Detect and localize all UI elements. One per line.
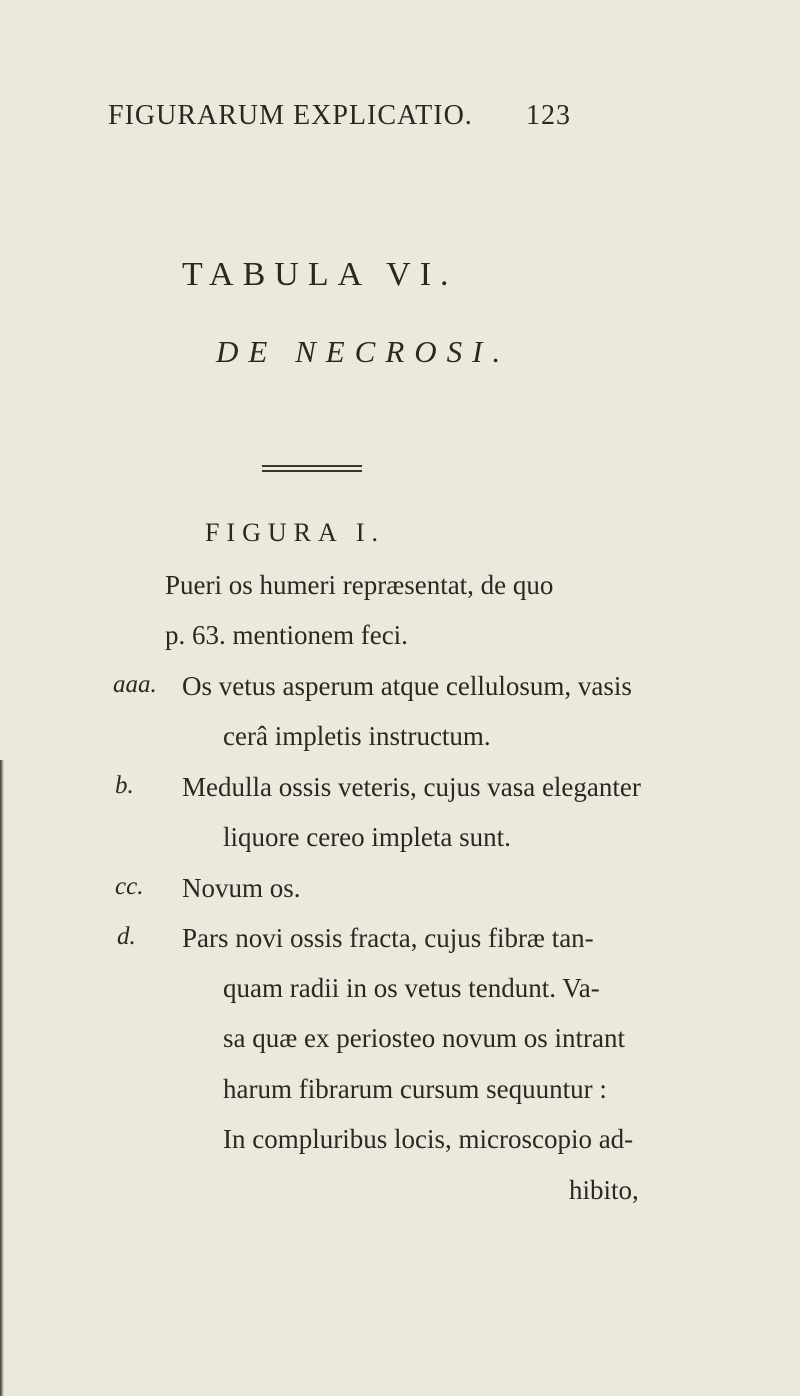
entry-key: d. (117, 923, 136, 950)
decorative-rule (262, 465, 362, 479)
entry-text: In compluribus locis, microscopio ad- (223, 1124, 634, 1154)
entry-text: Pueri os humeri repræsentat, de quo (165, 570, 554, 600)
running-head (108, 100, 668, 140)
entry-text: liquore cereo impleta sunt. (223, 822, 511, 852)
entry-text: Pars novi ossis fracta, cujus fibræ tan- (182, 923, 594, 953)
entry-text: quam radii in os vetus tendunt. Va- (223, 973, 600, 1003)
page-edge-shadow (0, 760, 4, 1396)
figure-heading: FIGURA I. (205, 518, 386, 547)
entry-text: hibito, (569, 1175, 639, 1205)
entry-text: sa quæ ex periosteo novum os intrant (223, 1023, 625, 1053)
page-number: 123 (526, 100, 571, 131)
running-head-title: FIGURARUM EXPLICATIO. (108, 100, 473, 131)
plate-title: TABULA VI. (182, 256, 458, 293)
entry-key: cc. (115, 873, 144, 900)
plate-subtitle: DE NECROSI. (216, 334, 511, 369)
entry-text: harum fibrarum cursum sequuntur : (223, 1074, 607, 1104)
rule-line (262, 470, 362, 472)
entry-key: b. (115, 772, 134, 799)
entry-key: aaa. (113, 671, 157, 698)
entry-text: cerâ impletis instructum. (223, 721, 491, 751)
entry-text: Os vetus asperum atque cellulosum, vasis (182, 671, 632, 701)
entry-text: p. 63. mentionem feci. (165, 620, 408, 650)
entry-text: Novum os. (182, 873, 301, 903)
rule-line (262, 465, 362, 467)
entry-text: Medulla ossis veteris, cujus vasa eleganter (182, 772, 641, 802)
